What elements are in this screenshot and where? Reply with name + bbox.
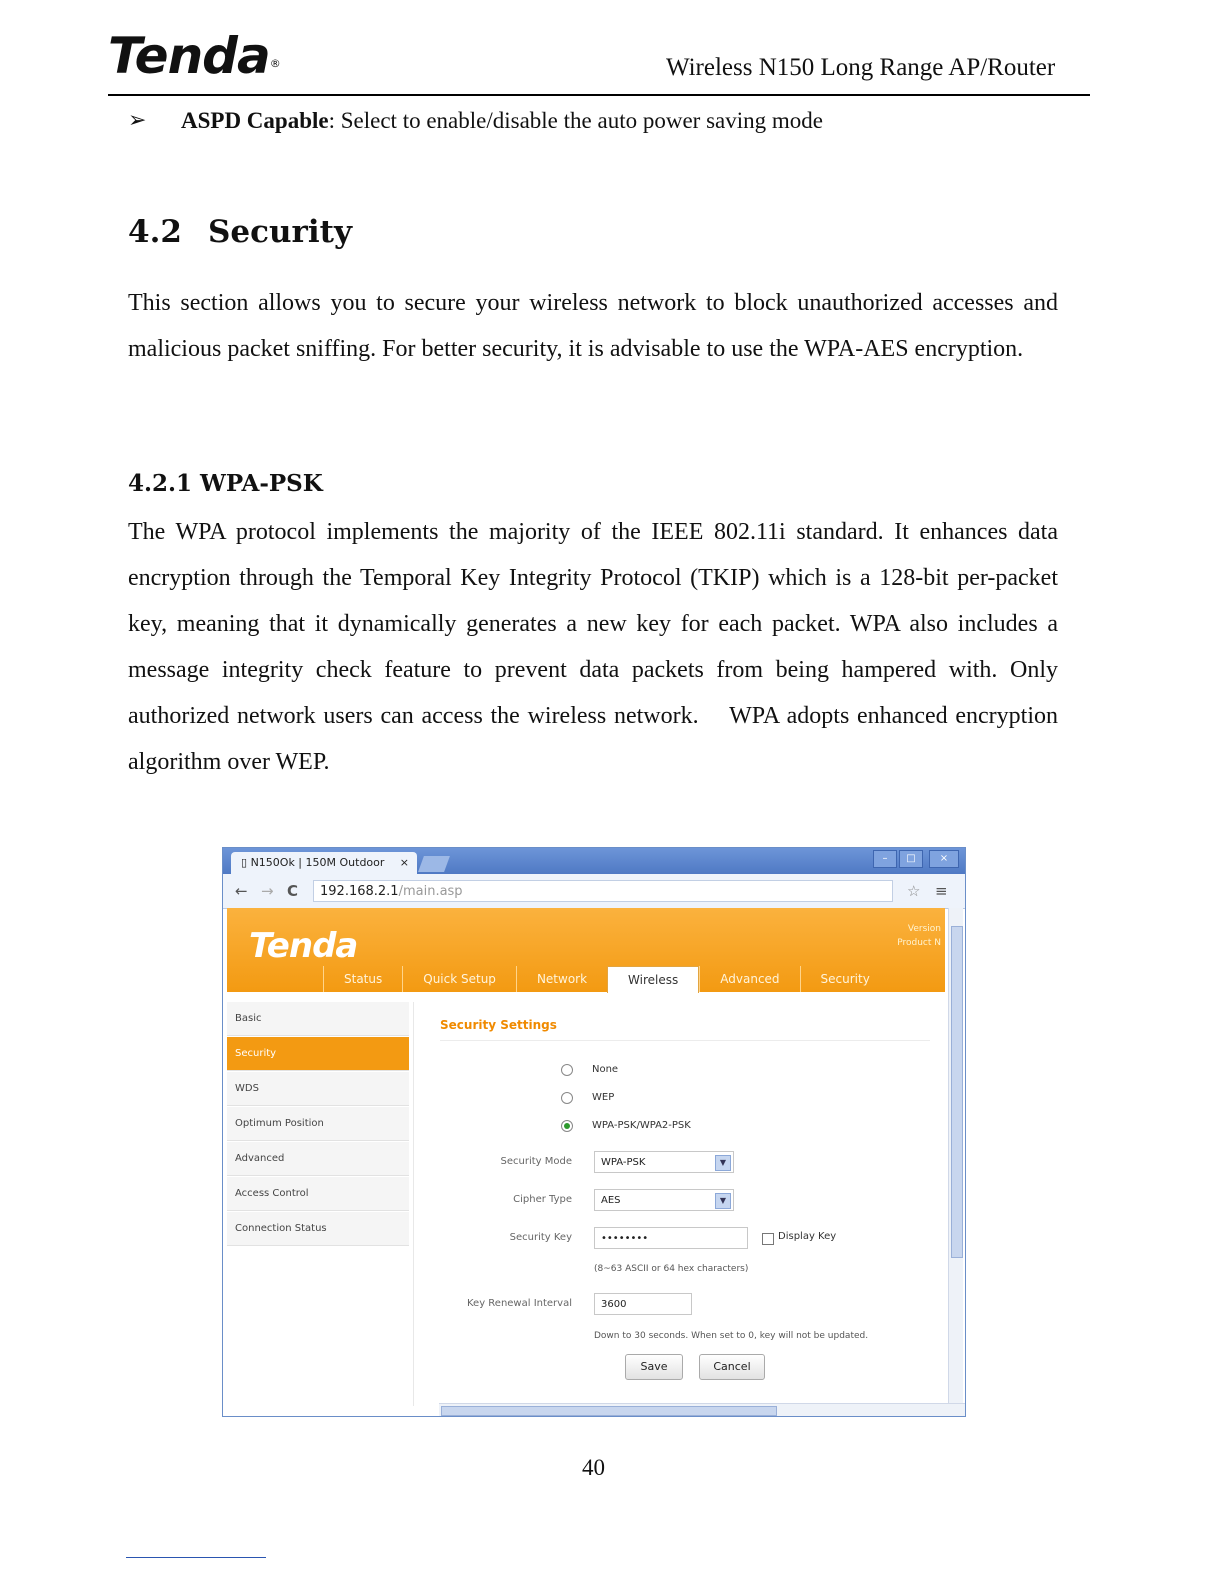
router-main-nav xyxy=(323,966,890,992)
cipher-type-select[interactable] xyxy=(594,1189,734,1211)
security-mode-label: Security Mode xyxy=(500,1156,572,1167)
minimize-icon[interactable]: – xyxy=(873,850,897,868)
sidebar-item-wds[interactable]: WDS xyxy=(227,1072,409,1106)
security-settings-panel xyxy=(413,1002,944,1406)
section-title: Security xyxy=(208,214,352,250)
tab-security[interactable]: Security xyxy=(800,966,890,992)
sidebar-item-access-control[interactable]: Access Control xyxy=(227,1177,409,1211)
subsection-heading: 4.2.1 WPA-PSK xyxy=(128,470,323,497)
document-title: Wireless N150 Long Range AP/Router xyxy=(666,54,1056,81)
display-key-label: Display Key xyxy=(778,1231,837,1242)
router-sidebar xyxy=(227,1002,409,1247)
url-host: 192.168.2.1 xyxy=(320,884,399,899)
display-key-checkbox[interactable] xyxy=(762,1233,774,1245)
page-number: 40 xyxy=(582,1455,605,1480)
horizontal-scroll-thumb[interactable] xyxy=(441,1406,777,1416)
vertical-scroll-thumb[interactable] xyxy=(951,926,963,1258)
subsection-body-paragraph: The WPA protocol implements the majority of the IEEE 802.11i standard. It enhances data encryption through the Temporal Key Integrity Protocol (TKIP) which is a 128-bit per-packet key, meaning that it dynamically generates a new key for each packet. WPA also includes a message integrity check feature to prevent data packets from being hampered with. Only authorized network users can access the wireless network. WPA adopts enhanced encryption algorithm over WEP. xyxy=(128,519,1064,775)
sidebar-item-basic[interactable]: Basic xyxy=(227,1002,409,1036)
radio-none-label: None xyxy=(592,1064,619,1075)
footer-rule xyxy=(126,1557,266,1558)
tenda-logo: Tenda® xyxy=(108,27,280,85)
version-line: Version xyxy=(907,924,941,934)
cancel-button[interactable]: Cancel xyxy=(699,1354,765,1380)
horizontal-scrollbar[interactable] xyxy=(439,1403,965,1416)
save-button[interactable]: Save xyxy=(625,1354,683,1380)
bullet-term: ASPD Capable xyxy=(181,108,329,133)
sidebar-item-connection-status[interactable]: Connection Status xyxy=(227,1212,409,1246)
chevron-down-icon: ▼ xyxy=(715,1155,731,1171)
forward-icon[interactable]: → xyxy=(261,882,274,900)
page-icon: ▯ xyxy=(241,856,251,869)
header-divider xyxy=(108,94,1090,96)
vertical-scrollbar[interactable] xyxy=(948,908,963,1406)
menu-icon[interactable]: ≡ xyxy=(935,882,948,900)
sidebar-item-security[interactable]: Security xyxy=(227,1037,409,1071)
bullet-item xyxy=(181,108,823,134)
browser-tab[interactable] xyxy=(231,852,417,874)
maximize-icon[interactable]: □ xyxy=(899,850,923,868)
tab-advanced[interactable]: Advanced xyxy=(699,966,799,992)
panel-divider xyxy=(440,1040,930,1041)
panel-title: Security Settings xyxy=(440,1018,557,1032)
radio-wpa-psk[interactable] xyxy=(561,1120,573,1132)
reload-icon[interactable]: C xyxy=(287,882,299,900)
radio-none[interactable] xyxy=(561,1064,573,1076)
security-key-input[interactable]: •••••••• xyxy=(594,1227,748,1249)
radio-wep[interactable] xyxy=(561,1092,573,1104)
key-renewal-label: Key Renewal Interval xyxy=(466,1298,572,1309)
router-ui-screenshot xyxy=(222,847,966,1417)
close-window-icon[interactable]: × xyxy=(929,850,959,868)
tab-quick-setup[interactable]: Quick Setup xyxy=(402,966,516,992)
section-heading xyxy=(128,214,352,250)
sidebar-item-advanced[interactable]: Advanced xyxy=(227,1142,409,1176)
renewal-hint: Down to 30 seconds. When set to 0, key will not be updated. xyxy=(594,1331,869,1341)
section-intro-paragraph: This section allows you to secure your wireless network to block unauthorized accesses and malicious packet sniffing. For better security, it is advisable to use the WPA-AES encryption. xyxy=(128,290,1058,362)
router-logo: Tenda xyxy=(249,926,358,966)
security-mode-select[interactable] xyxy=(594,1151,734,1173)
version-info xyxy=(897,922,941,950)
radio-wep-label: WEP xyxy=(592,1092,615,1103)
bullet-arrow-icon: ➢ xyxy=(128,108,147,133)
back-icon[interactable]: ← xyxy=(235,882,248,900)
security-mode-value: WPA-PSK xyxy=(601,1157,646,1168)
key-hint: (8~63 ASCII or 64 hex characters) xyxy=(594,1264,749,1274)
tab-wireless[interactable]: Wireless xyxy=(607,966,699,993)
section-number: 4.2 xyxy=(128,214,182,250)
browser-toolbar xyxy=(223,874,965,909)
tab-status[interactable]: Status xyxy=(323,966,402,992)
tab-close-icon[interactable]: × xyxy=(399,856,409,869)
tab-network[interactable]: Network xyxy=(516,966,607,992)
cipher-type-label: Cipher Type xyxy=(513,1194,572,1205)
cipher-type-value: AES xyxy=(601,1195,621,1206)
radio-wpa-psk-label: WPA-PSK/WPA2-PSK xyxy=(592,1120,691,1131)
security-key-label: Security Key xyxy=(509,1232,572,1243)
product-line: Product N xyxy=(897,938,941,948)
key-renewal-input[interactable]: 3600 xyxy=(594,1293,692,1315)
bullet-description: : Select to enable/disable the auto power saving mode xyxy=(328,108,823,133)
browser-titlebar xyxy=(223,848,965,874)
url-path: /main.asp xyxy=(398,884,463,899)
sidebar-item-optimum-position[interactable]: Optimum Position xyxy=(227,1107,409,1141)
browser-tab-title: N150Ok | 150M Outdoor xyxy=(250,856,385,869)
address-bar[interactable] xyxy=(313,880,893,902)
bookmark-star-icon[interactable]: ☆ xyxy=(907,882,921,900)
new-tab-button[interactable] xyxy=(418,856,450,872)
chevron-down-icon: ▼ xyxy=(715,1193,731,1209)
router-header-banner xyxy=(227,908,945,992)
